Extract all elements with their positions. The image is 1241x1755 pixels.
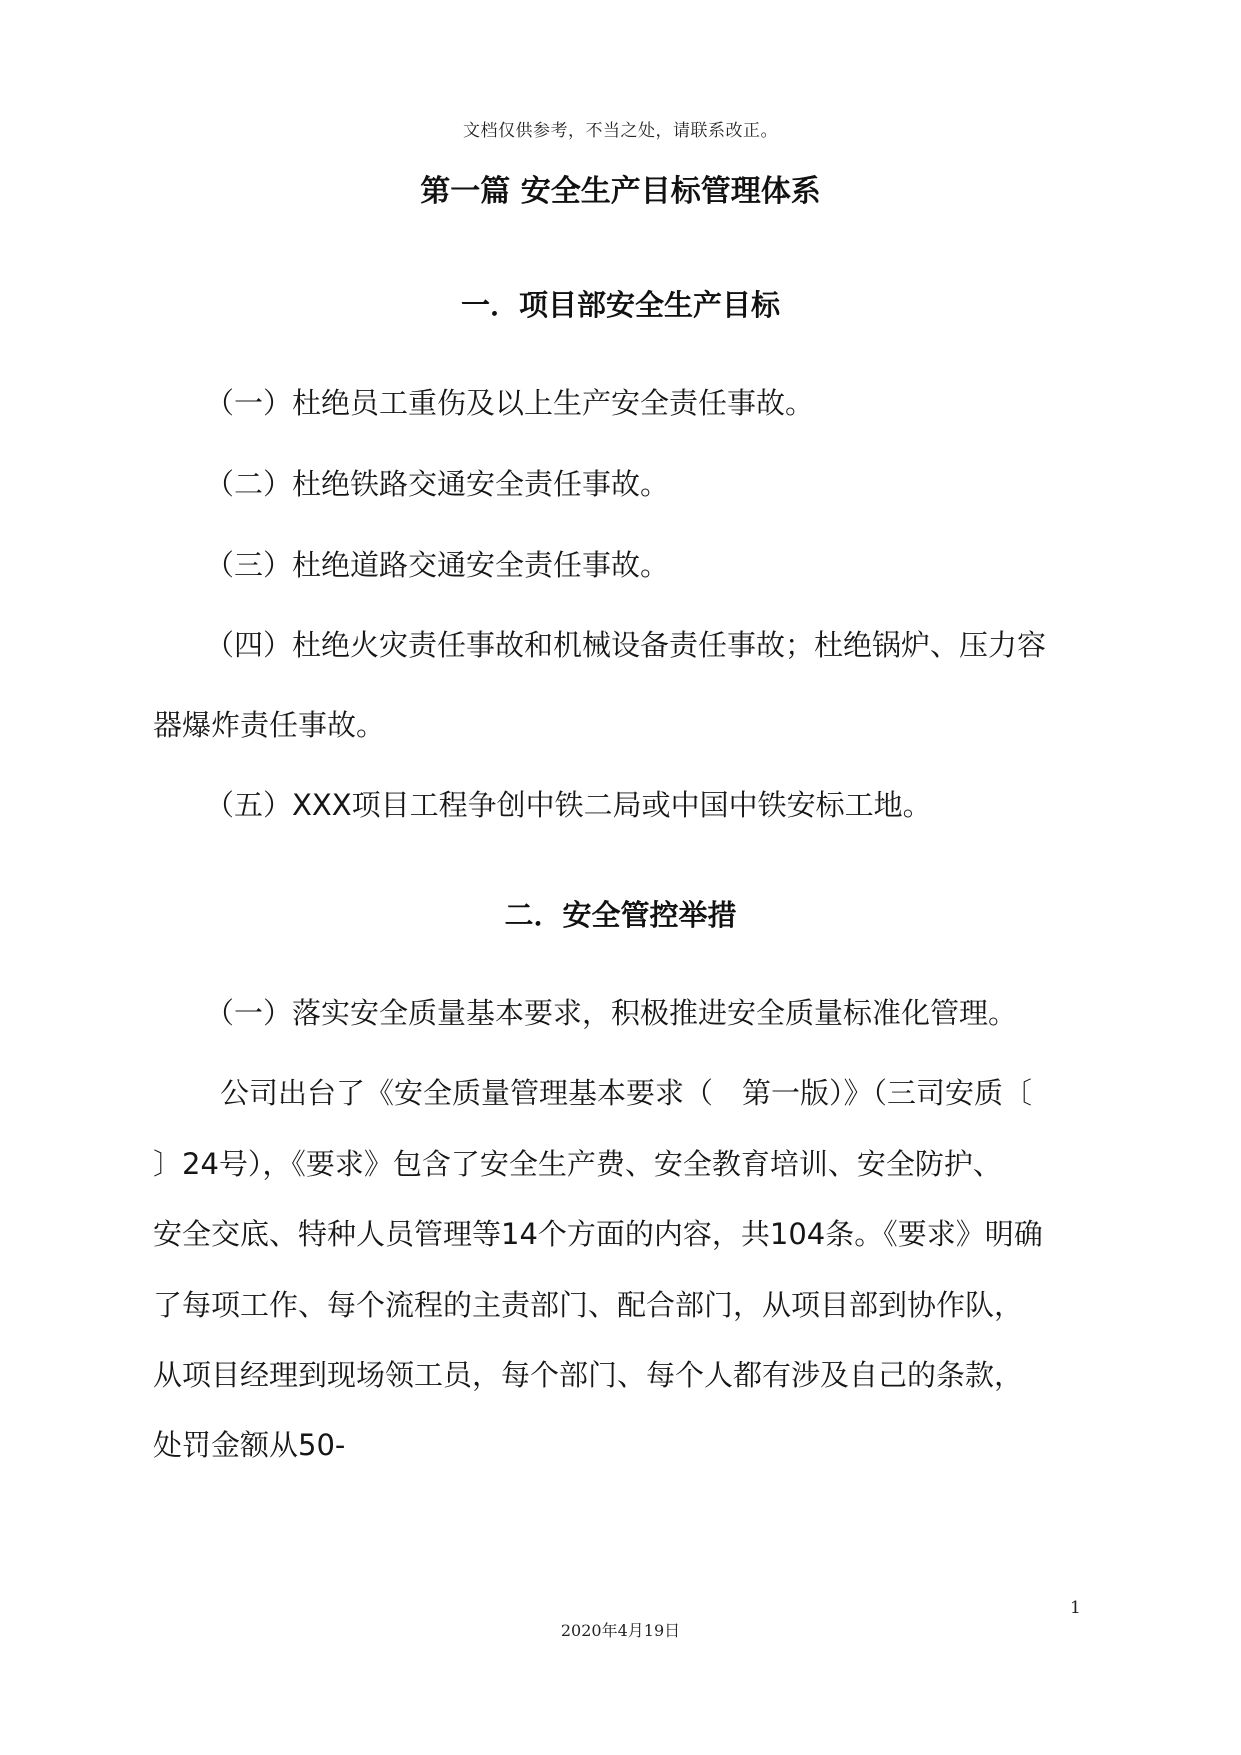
paragraph-line: （四）杜绝火灾责任事故和机械设备责任事故；杜绝锅炉、压力容 (205, 628, 1047, 662)
paragraph-line: （五）XXX项目工程争创中铁二局或中国中铁安标工地。 (205, 788, 932, 822)
section-heading-1: 一．项目部安全生产目标 (460, 288, 780, 322)
paragraph-line: 公司出台了《安全质量管理基本要求（ 第一版）》（三司安质〔 (220, 1076, 1033, 1110)
paragraph-line: 处罚金额从50- (153, 1428, 346, 1462)
paragraph-line: 从项目经理到现场领工员，每个部门、每个人都有涉及自己的条款， (153, 1358, 1024, 1392)
paragraph-line: 器爆炸责任事故。 (153, 708, 386, 742)
paragraph-line: 安全交底、特种人员管理等14个方面的内容，共104条。《要求》明确 (153, 1217, 1043, 1251)
paragraph-line: （一）杜绝员工重伤及以上生产安全责任事故。 (205, 386, 815, 420)
page-title: 第一篇 安全生产目标管理体系 (420, 174, 821, 209)
header-note: 文档仅供参考，不当之处，请联系改正。 (463, 121, 778, 141)
paragraph-line: （三）杜绝道路交通安全责任事故。 (205, 548, 670, 582)
page-number: 1 (1070, 1598, 1081, 1618)
footer-date: 2020年4月19日 (560, 1621, 681, 1640)
paragraph-line: （二）杜绝铁路交通安全责任事故。 (205, 467, 670, 501)
paragraph-line: 〕24号），《要求》包含了安全生产费、安全教育培训、安全防护、 (153, 1147, 1002, 1181)
paragraph-line: 了每项工作、每个流程的主责部门、配合部门，从项目部到协作队， (153, 1288, 1024, 1322)
paragraph-line: （一）落实安全质量基本要求，积极推进安全质量标准化管理。 (205, 996, 1018, 1030)
section-heading-2: 二．安全管控举措 (504, 898, 737, 932)
